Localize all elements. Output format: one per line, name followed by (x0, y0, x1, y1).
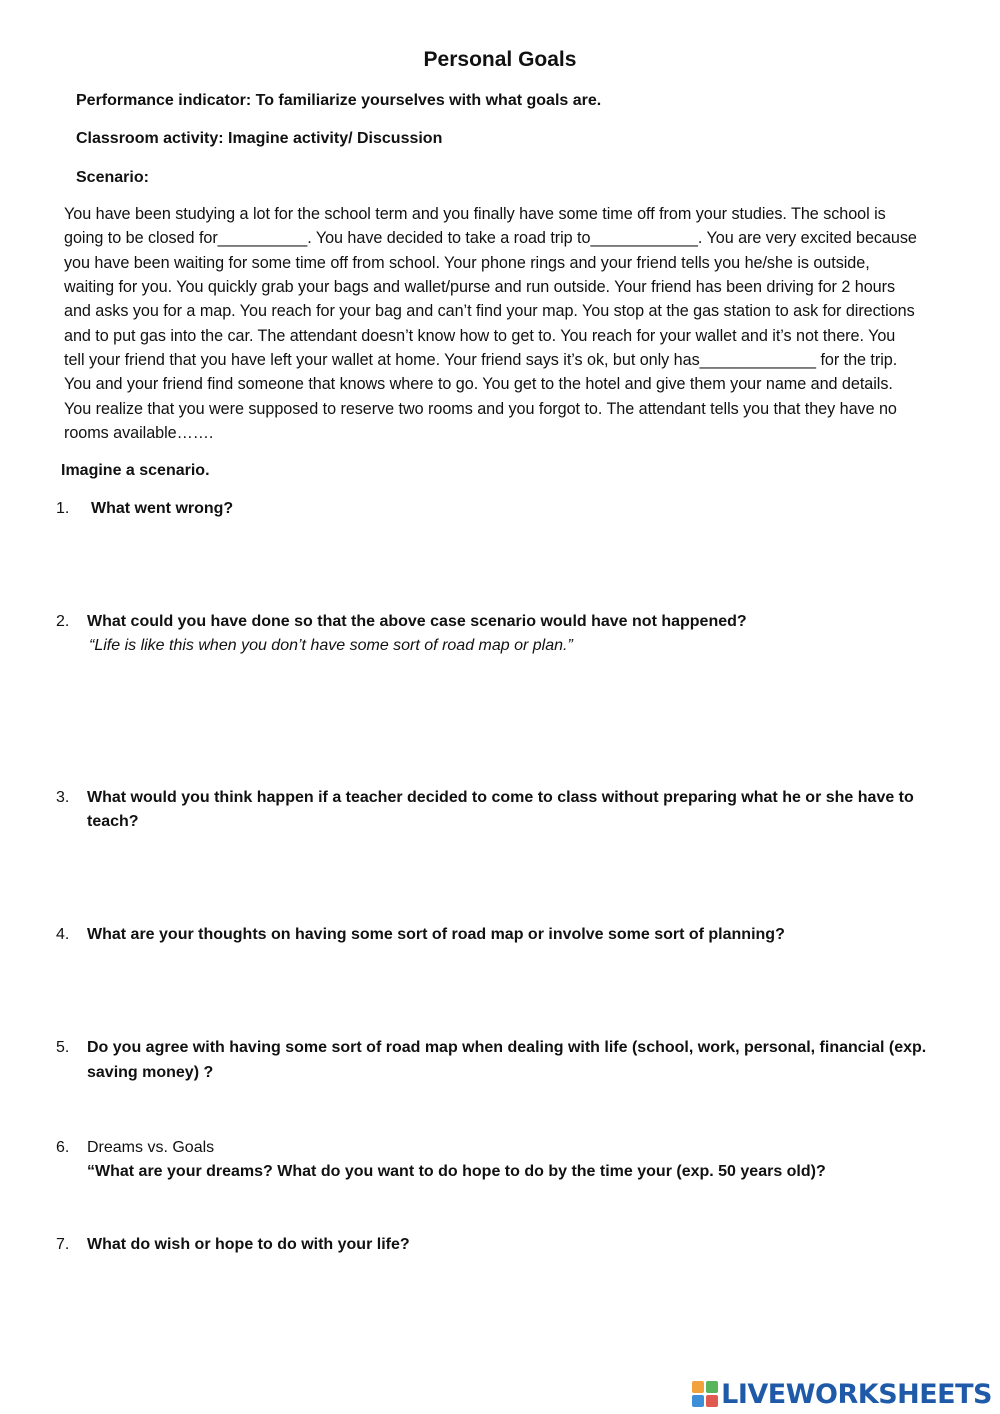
question-2: What could you have done so that the above case scenario would have not happened? (87, 613, 747, 630)
question-6: “What are your dreams? What do you want to do hope to do by the time your (exp. 50 years old)? (87, 1163, 826, 1180)
scenario-line: rooms available……. (64, 424, 214, 442)
scenario-line: You realize that you were supposed to reserve two rooms and you forgot to. The attendant tells you that they have no (64, 400, 897, 418)
page-title: Personal Goals (423, 48, 577, 71)
imagine-label: Imagine a scenario. (61, 462, 210, 479)
scenario-line: and asks you for a map. You reach for your bag and can’t find your map. You stop at the gas station to ask for directions (64, 302, 915, 320)
question-3-continued: teach? (87, 813, 139, 830)
question-1: What went wrong? (91, 500, 234, 517)
question-number: 3. (56, 789, 70, 806)
performance-indicator: Performance indicator: To familiarize yourselves with what goals are. (76, 92, 602, 109)
scenario-label: Scenario: (76, 169, 149, 186)
question-number: 5. (56, 1039, 70, 1056)
question-5: Do you agree with having some sort of road map when dealing with life (school, work, personal, financial (exp. (87, 1039, 927, 1056)
question-2-quote: “Life is like this when you don’t have some sort of road map or plan.” (89, 637, 573, 654)
question-7: What do wish or hope to do with your life? (87, 1236, 410, 1253)
scenario-line: waiting for you. You quickly grab your bags and wallet/purse and run outside. Your friend has been driving for 2 hours (64, 278, 895, 296)
question-number: 1. (56, 500, 70, 517)
scenario-line: You have been studying a lot for the school term and you finally have some time off from your studies. The school is (64, 205, 886, 223)
liveworksheets-logo (692, 1374, 992, 1414)
logo-text: LIVEWORKSHEETS (721, 1378, 992, 1410)
question-number: 6. (56, 1139, 70, 1156)
question-number: 4. (56, 926, 70, 943)
question-3: What would you think happen if a teacher decided to come to class without preparing what he or she have to (87, 789, 914, 806)
question-number: 2. (56, 613, 70, 630)
question-4: What are your thoughts on having some sort of road map or involve some sort of planning? (87, 926, 785, 943)
question-6-heading: Dreams vs. Goals (87, 1139, 215, 1156)
scenario-line: you have been waiting for some time off from school. Your phone rings and your friend tells you he/she is outside, (64, 254, 870, 272)
logo-mark-icon (692, 1381, 718, 1407)
scenario-line: going to be closed for__________. You have decided to take a road trip to____________. You are very excited because (64, 229, 917, 247)
question-5-continued: saving money) ? (87, 1064, 214, 1081)
question-number: 7. (56, 1236, 70, 1253)
scenario-line: tell your friend that you have left your wallet at home. Your friend says it’s ok, but only has_____________ for the trip. (64, 351, 898, 369)
scenario-line: You and your friend find someone that knows where to go. You get to the hotel and give them your name and details. (64, 375, 893, 393)
scenario-line: and to put gas into the car. The attendant doesn’t know how to get to. You reach for your wallet and it’s not there. You (64, 327, 896, 345)
classroom-activity: Classroom activity: Imagine activity/ Discussion (76, 130, 443, 147)
